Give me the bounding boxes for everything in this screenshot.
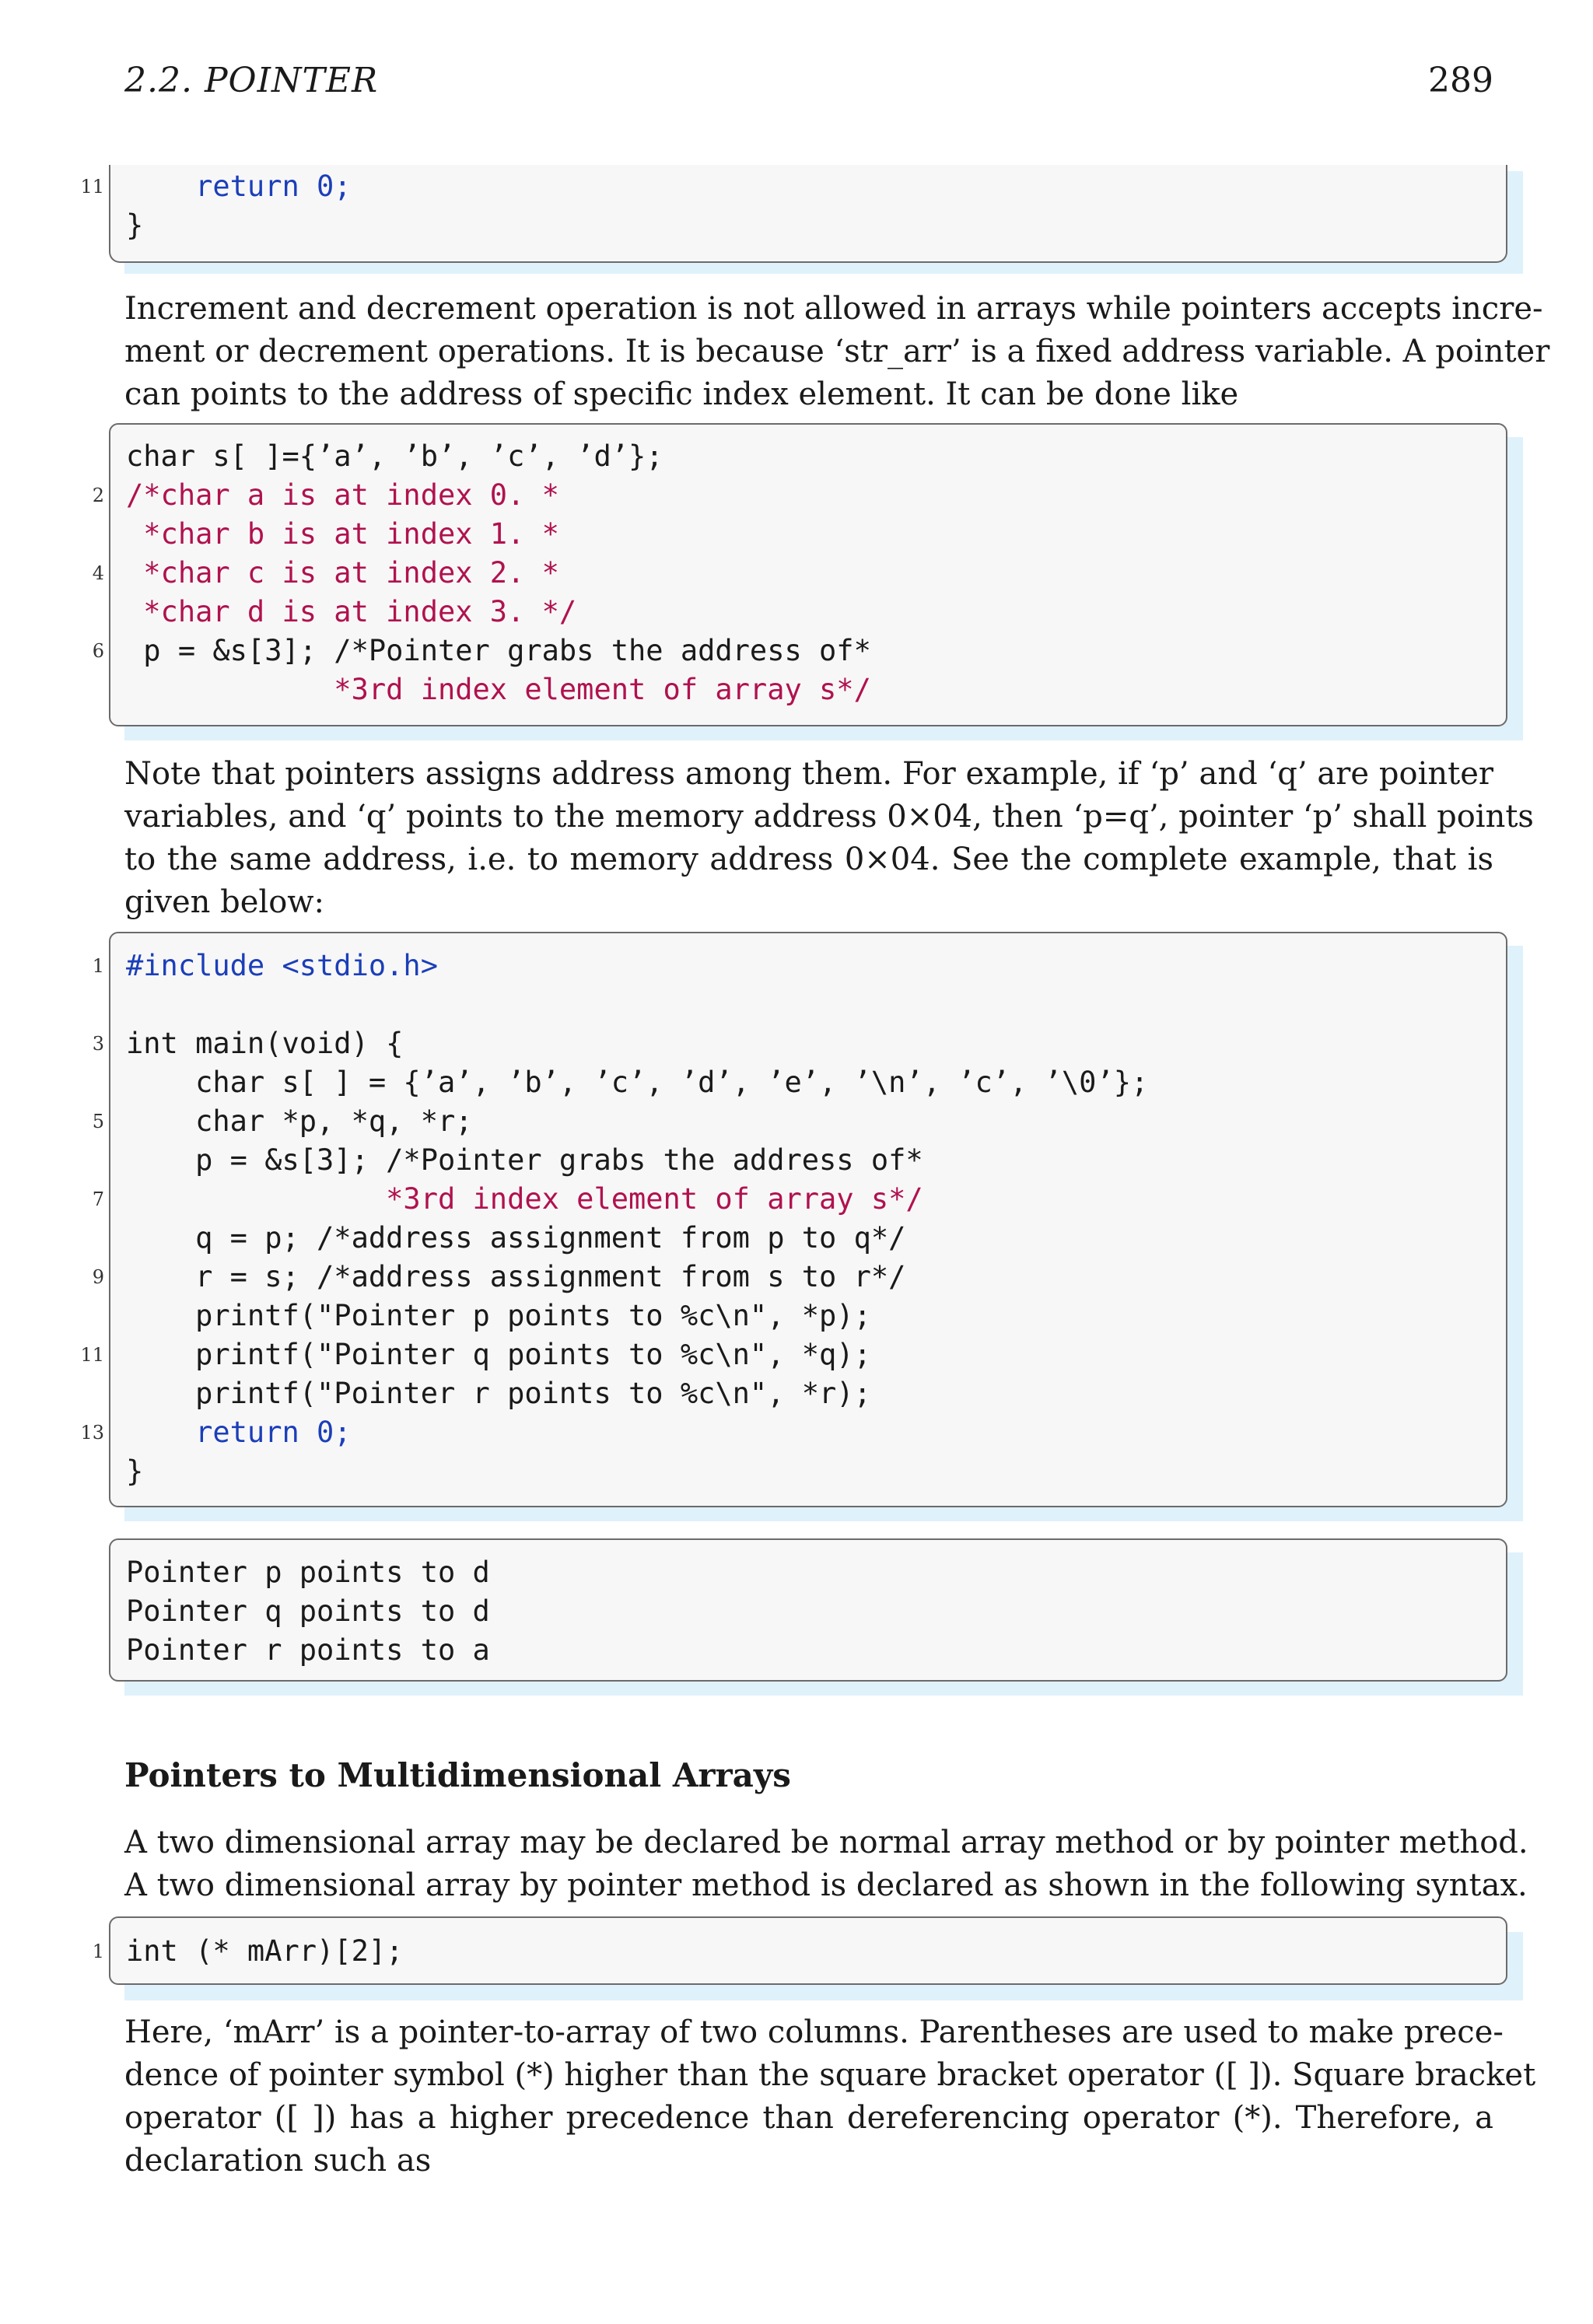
- code-listing: [126, 1932, 403, 1971]
- code-line: printf("Pointer q points to %c\n", *q);: [126, 1338, 871, 1371]
- text-line: A two dimensional array may be declared be normal array method or by pointer method.: [124, 1825, 1528, 1860]
- text-line: variables, and ‘q’ points to the memory address 0×04, then ‘p=q’, pointer ‘p’ shall points: [124, 799, 1534, 835]
- code-listing: [126, 947, 1148, 1491]
- text-line: given below:: [124, 884, 325, 920]
- text-line: dence of pointer symbol (*) higher than the square bracket operator ([ ]). Square bracket: [124, 2057, 1536, 2093]
- paragraph: [124, 288, 1550, 416]
- text-line: Here, ‘mArr’ is a pointer-to-array of two columns. Parentheses are used to make prece-: [124, 2014, 1504, 2050]
- code-line: p = &s[3]; /*Pointer grabs the address of*: [126, 1143, 923, 1177]
- code-line: char s[ ] = {’a’, ’b’, ’c’, ’d’, ’e’, ’\n’, ’c’, ’\0’};: [126, 1066, 1149, 1099]
- code-line: r = s; /*address assignment from s to r*/: [126, 1260, 906, 1293]
- text-line: A two dimensional array by pointer method is declared as shown in the following syntax.: [124, 1867, 1528, 1903]
- code-line: char s[ ]={’a’, ’b’, ’c’, ’d’};: [126, 439, 663, 473]
- code-comment-line: *3rd index element of array s*/: [126, 1182, 923, 1216]
- code-line: }: [126, 1454, 144, 1488]
- paragraph: [124, 753, 1534, 924]
- text-line: to the same address, i.e. to memory address 0×04. See the complete example, that is: [124, 842, 1493, 877]
- code-comment-line: *char c is at index 2. *: [126, 556, 559, 590]
- code-line: return 0;: [126, 170, 352, 203]
- text-line: declaration such as: [124, 2143, 432, 2179]
- code-listing: [126, 167, 352, 245]
- text-line: can points to the address of specific index element. It can be done like: [124, 376, 1239, 412]
- code-listing: [126, 437, 871, 709]
- code-comment-line: *char b is at index 1. *: [126, 517, 559, 551]
- text-line: Note that pointers assigns address among them. For example, if ‘p’ and ‘q’ are pointer: [124, 756, 1493, 792]
- page-number: 289: [1428, 61, 1493, 100]
- code-line: #include <stdio.h>: [126, 949, 438, 982]
- code-line: p = &s[3]; /*Pointer grabs the address of*: [126, 634, 871, 667]
- line-numbers: 11: [80, 176, 104, 198]
- section-heading: Pointers to Multidimensional Arrays: [124, 1756, 791, 1794]
- code-line: char *p, *q, *r;: [126, 1104, 473, 1138]
- text-line: ment or decrement operations. It is because ‘str_arr’ is a fixed address variable. A pointer: [124, 334, 1550, 369]
- line-numbers: 1 3 5 7 9 11 13: [80, 955, 104, 1444]
- output-line: Pointer q points to d: [126, 1594, 490, 1628]
- output-listing: [126, 1553, 490, 1670]
- code-line: printf("Pointer p points to %c\n", *p);: [126, 1299, 871, 1332]
- code-comment-line: *char d is at index 3. */: [126, 595, 577, 628]
- output-line: Pointer p points to d: [126, 1556, 490, 1589]
- paragraph: [124, 2011, 1536, 2182]
- running-header-section: 2.2. POINTER: [124, 61, 379, 100]
- code-comment-line: *3rd index element of array s*/: [126, 673, 871, 706]
- code-line: }: [126, 208, 144, 242]
- code-line: printf("Pointer r points to %c\n", *r);: [126, 1377, 871, 1410]
- output-line: Pointer r points to a: [126, 1633, 490, 1667]
- text-line: operator ([ ]) has a higher precedence than dereferencing operator (*). Therefore, a: [124, 2100, 1493, 2136]
- code-line: return 0;: [126, 1416, 352, 1449]
- text-line: Increment and decrement operation is not allowed in arrays while pointers accepts incre-: [124, 291, 1543, 327]
- paragraph: [124, 1822, 1528, 1907]
- line-numbers: 2 4 6: [92, 485, 104, 662]
- code-line: int (* mArr)[2];: [126, 1934, 404, 1968]
- code-line: q = p; /*address assignment from p to q*/: [126, 1221, 906, 1255]
- code-line: int main(void) {: [126, 1027, 404, 1060]
- line-numbers: 1: [92, 1941, 104, 1962]
- code-comment-line: /*char a is at index 0. *: [126, 478, 559, 512]
